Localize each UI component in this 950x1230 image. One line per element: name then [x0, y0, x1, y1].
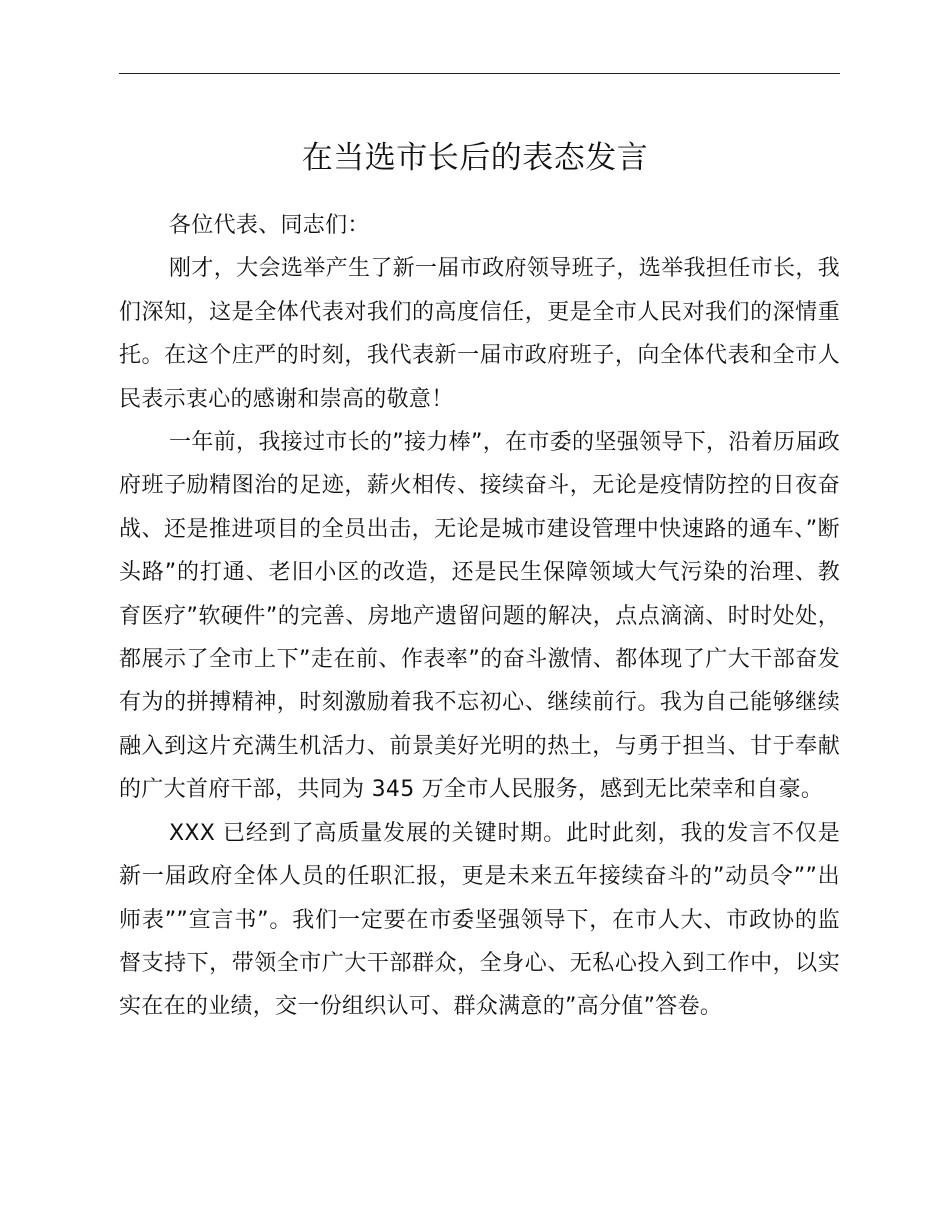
- document-title: 在当选市长后的表态发言: [301, 140, 649, 176]
- salutation: 各位代表、同志们：: [169, 213, 370, 238]
- header-divider: [119, 73, 840, 74]
- paragraph-1: 刚才，大会选举产生了新一届市政府领导班子，选举我担任市长，我们深知，这是全体代表对我们的高度信任，更是全市人民对我们的深情重托。在这个庄严的时刻，我代表新一届市政府班子，向全体代表和全市人民表示衷心的感谢和崇高的敬意！: [119, 256, 840, 412]
- paragraph-2: 一年前，我接过市长的”接力棒”，在市委的坚强领导下，沿着历届政府班子励精图治的足迹，薪火相传、接续奋斗，无论是疫情防控的日夜奋战、还是推进项目的全员出击，无论是城市建设管理中快速路的通车、”断头路”的打通、老旧小区的改造，还是民生保障领域大气污染的治理、教育医疗”软硬件”的完善、房地产遗留问题的解决，点点滴滴、时时处处，都展示了全市上下”走在前、作表率”的奋斗激情、都体现了广大干部奋发有为的拼搏精神，时刻激励着我不忘初心、继续前行。我为自己能够继续融入到这片充满生机活力、前景美好光明的热土，与勇于担当、甘于奉献的广大首府干部，共同为 345 万全市人民服务，感到无比荣幸和自豪。: [119, 430, 840, 803]
- document-body: [119, 204, 840, 1029]
- paragraph-3: XXX 已经到了高质量发展的关键时期。此时此刻，我的发言不仅是新一届政府全体人员的任职汇报，更是未来五年接续奋斗的”动员令””出师表””宣言书”。我们一定要在市委坚强领导下，在市人大、市政协的监督支持下，带领全市广大干部群众，全身心、无私心投入到工作中，以实实在在的业绩，交一份组织认可、群众满意的”高分值”答卷。: [119, 820, 840, 1020]
